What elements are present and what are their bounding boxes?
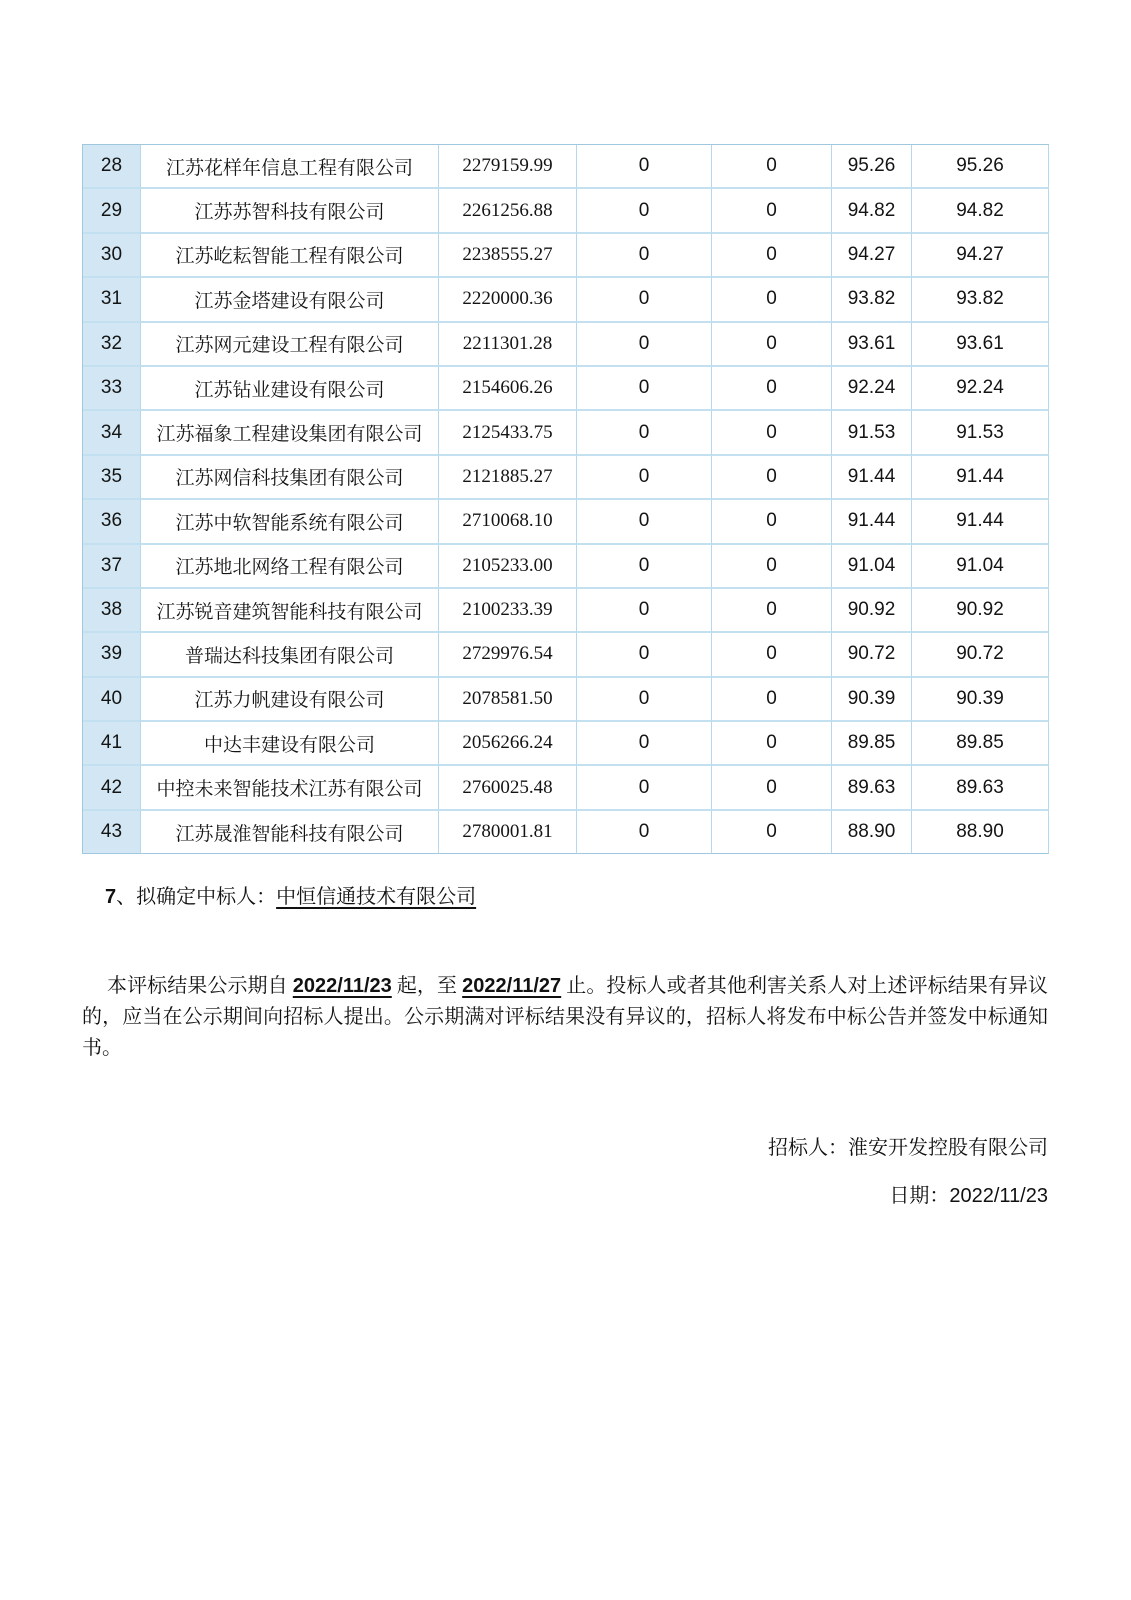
bid-amount-cell: 2211301.28 bbox=[439, 323, 577, 367]
table-row bbox=[83, 500, 1049, 544]
zero-cell-2: 0 bbox=[712, 456, 832, 500]
rank-cell: 28 bbox=[83, 145, 141, 189]
table-row bbox=[83, 766, 1049, 810]
bid-amount-cell: 2056266.24 bbox=[439, 722, 577, 766]
rank-cell: 38 bbox=[83, 589, 141, 633]
bid-amount-cell: 2238555.27 bbox=[439, 234, 577, 278]
zero-cell-1: 0 bbox=[577, 278, 712, 322]
winner-item-number: 7 bbox=[105, 886, 117, 908]
company-cell: 江苏花样年信息工程有限公司 bbox=[141, 145, 439, 189]
score-cell-1: 93.61 bbox=[832, 323, 912, 367]
zero-cell-2: 0 bbox=[712, 811, 832, 854]
zero-cell-1: 0 bbox=[577, 367, 712, 411]
winner-line bbox=[82, 883, 1071, 911]
table-row bbox=[83, 278, 1049, 322]
score-cell-2: 93.61 bbox=[912, 323, 1049, 367]
date-value: 2022/11/23 bbox=[949, 1185, 1048, 1207]
zero-cell-2: 0 bbox=[712, 633, 832, 677]
score-cell-2: 89.85 bbox=[912, 722, 1049, 766]
table-row bbox=[83, 411, 1049, 455]
score-cell-1: 91.53 bbox=[832, 411, 912, 455]
score-cell-2: 88.90 bbox=[912, 811, 1049, 854]
score-cell-2: 90.39 bbox=[912, 678, 1049, 722]
score-cell-1: 90.92 bbox=[832, 589, 912, 633]
company-cell: 江苏锐音建筑智能科技有限公司 bbox=[141, 589, 439, 633]
score-cell-2: 92.24 bbox=[912, 367, 1049, 411]
score-cell-1: 89.85 bbox=[832, 722, 912, 766]
rank-cell: 43 bbox=[83, 811, 141, 854]
winner-company-name: 中恒信通技术有限公司 bbox=[276, 886, 477, 908]
company-cell: 江苏福象工程建设集团有限公司 bbox=[141, 411, 439, 455]
score-cell-2: 91.44 bbox=[912, 456, 1049, 500]
bid-amount-cell: 2710068.10 bbox=[439, 500, 577, 544]
company-cell: 中控未来智能技术江苏有限公司 bbox=[141, 766, 439, 810]
score-cell-1: 94.27 bbox=[832, 234, 912, 278]
table-row bbox=[83, 545, 1049, 589]
bid-amount-cell: 2780001.81 bbox=[439, 811, 577, 854]
table-row bbox=[83, 722, 1049, 766]
score-cell-1: 94.82 bbox=[832, 189, 912, 233]
notice-text-part3: 止。投标人或者其他利害关系人对上述评标结果有异议的，应当在公示期间向招标人提出。公示期满对评标结果没有异议的，招标人将发布中标公告并签发中标通知书。 bbox=[82, 975, 1049, 1059]
bid-amount-cell: 2125433.75 bbox=[439, 411, 577, 455]
bid-amount-cell: 2729976.54 bbox=[439, 633, 577, 677]
zero-cell-2: 0 bbox=[712, 678, 832, 722]
publicity-start-date: 2022/11/23 bbox=[292, 975, 392, 997]
bidder-label: 招标人： bbox=[768, 1137, 848, 1159]
bid-amount-cell: 2100233.39 bbox=[439, 589, 577, 633]
table-row bbox=[83, 811, 1049, 854]
zero-cell-1: 0 bbox=[577, 766, 712, 810]
bid-amount-cell: 2078581.50 bbox=[439, 678, 577, 722]
company-cell: 江苏中软智能系统有限公司 bbox=[141, 500, 439, 544]
table-row bbox=[83, 323, 1049, 367]
zero-cell-1: 0 bbox=[577, 589, 712, 633]
company-cell: 江苏晟淮智能科技有限公司 bbox=[141, 811, 439, 854]
zero-cell-2: 0 bbox=[712, 323, 832, 367]
rank-cell: 31 bbox=[83, 278, 141, 322]
rank-cell: 41 bbox=[83, 722, 141, 766]
zero-cell-2: 0 bbox=[712, 500, 832, 544]
score-cell-2: 90.92 bbox=[912, 589, 1049, 633]
score-cell-1: 95.26 bbox=[832, 145, 912, 189]
company-cell: 江苏网元建设工程有限公司 bbox=[141, 323, 439, 367]
score-cell-2: 94.82 bbox=[912, 189, 1049, 233]
table-row bbox=[83, 589, 1049, 633]
zero-cell-1: 0 bbox=[577, 678, 712, 722]
rank-cell: 33 bbox=[83, 367, 141, 411]
table-row bbox=[83, 189, 1049, 233]
bid-evaluation-results-table bbox=[82, 144, 1049, 854]
zero-cell-2: 0 bbox=[712, 722, 832, 766]
signature-bidder-line bbox=[768, 1136, 1048, 1160]
company-cell: 江苏地北网络工程有限公司 bbox=[141, 545, 439, 589]
publicity-end-date: 2022/11/27 bbox=[462, 975, 562, 997]
bid-amount-cell: 2121885.27 bbox=[439, 456, 577, 500]
company-cell: 江苏屹耘智能工程有限公司 bbox=[141, 234, 439, 278]
score-cell-1: 88.90 bbox=[832, 811, 912, 854]
company-cell: 江苏金塔建设有限公司 bbox=[141, 278, 439, 322]
score-cell-1: 93.82 bbox=[832, 278, 912, 322]
bid-amount-cell: 2760025.48 bbox=[439, 766, 577, 810]
table-row bbox=[83, 367, 1049, 411]
table-row bbox=[83, 678, 1049, 722]
score-cell-2: 91.44 bbox=[912, 500, 1049, 544]
score-cell-2: 91.53 bbox=[912, 411, 1049, 455]
zero-cell-1: 0 bbox=[577, 189, 712, 233]
signature-date-line bbox=[889, 1184, 1048, 1208]
company-cell: 江苏钻业建设有限公司 bbox=[141, 367, 439, 411]
zero-cell-2: 0 bbox=[712, 145, 832, 189]
zero-cell-2: 0 bbox=[712, 278, 832, 322]
zero-cell-1: 0 bbox=[577, 145, 712, 189]
zero-cell-2: 0 bbox=[712, 367, 832, 411]
bid-amount-cell: 2220000.36 bbox=[439, 278, 577, 322]
score-cell-1: 91.04 bbox=[832, 545, 912, 589]
company-cell: 普瑞达科技集团有限公司 bbox=[141, 633, 439, 677]
zero-cell-2: 0 bbox=[712, 545, 832, 589]
rank-cell: 29 bbox=[83, 189, 141, 233]
bid-amount-cell: 2261256.88 bbox=[439, 189, 577, 233]
score-cell-2: 91.04 bbox=[912, 545, 1049, 589]
company-cell: 江苏力帆建设有限公司 bbox=[141, 678, 439, 722]
score-cell-2: 93.82 bbox=[912, 278, 1049, 322]
notice-text-part2: 起，至 bbox=[391, 975, 463, 997]
notice-text-part1: 本评标结果公示期自 bbox=[107, 975, 293, 997]
zero-cell-1: 0 bbox=[577, 633, 712, 677]
zero-cell-2: 0 bbox=[712, 234, 832, 278]
rank-cell: 34 bbox=[83, 411, 141, 455]
score-cell-1: 91.44 bbox=[832, 500, 912, 544]
zero-cell-2: 0 bbox=[712, 189, 832, 233]
zero-cell-1: 0 bbox=[577, 323, 712, 367]
zero-cell-2: 0 bbox=[712, 411, 832, 455]
date-label: 日期： bbox=[889, 1185, 950, 1207]
publicity-notice-paragraph bbox=[82, 971, 1048, 1064]
rank-cell: 32 bbox=[83, 323, 141, 367]
score-cell-2: 90.72 bbox=[912, 633, 1049, 677]
bid-amount-cell: 2154606.26 bbox=[439, 367, 577, 411]
rank-cell: 42 bbox=[83, 766, 141, 810]
zero-cell-2: 0 bbox=[712, 766, 832, 810]
zero-cell-2: 0 bbox=[712, 589, 832, 633]
zero-cell-1: 0 bbox=[577, 456, 712, 500]
rank-cell: 39 bbox=[83, 633, 141, 677]
company-cell: 中达丰建设有限公司 bbox=[141, 722, 439, 766]
rank-cell: 36 bbox=[83, 500, 141, 544]
zero-cell-1: 0 bbox=[577, 234, 712, 278]
score-cell-2: 94.27 bbox=[912, 234, 1049, 278]
zero-cell-1: 0 bbox=[577, 500, 712, 544]
score-cell-1: 92.24 bbox=[832, 367, 912, 411]
rank-cell: 40 bbox=[83, 678, 141, 722]
table-row bbox=[83, 633, 1049, 677]
score-cell-1: 90.72 bbox=[832, 633, 912, 677]
bidder-name: 淮安开发控股有限公司 bbox=[848, 1137, 1048, 1159]
zero-cell-1: 0 bbox=[577, 811, 712, 854]
score-cell-2: 95.26 bbox=[912, 145, 1049, 189]
zero-cell-1: 0 bbox=[577, 411, 712, 455]
table-row bbox=[83, 234, 1049, 278]
zero-cell-1: 0 bbox=[577, 722, 712, 766]
score-cell-1: 91.44 bbox=[832, 456, 912, 500]
score-cell-1: 90.39 bbox=[832, 678, 912, 722]
company-cell: 江苏苏智科技有限公司 bbox=[141, 189, 439, 233]
rank-cell: 30 bbox=[83, 234, 141, 278]
bid-amount-cell: 2279159.99 bbox=[439, 145, 577, 189]
company-cell: 江苏网信科技集团有限公司 bbox=[141, 456, 439, 500]
rank-cell: 37 bbox=[83, 545, 141, 589]
rank-cell: 35 bbox=[83, 456, 141, 500]
score-cell-1: 89.63 bbox=[832, 766, 912, 810]
table-row bbox=[83, 145, 1049, 189]
zero-cell-1: 0 bbox=[577, 545, 712, 589]
score-cell-2: 89.63 bbox=[912, 766, 1049, 810]
bid-amount-cell: 2105233.00 bbox=[439, 545, 577, 589]
winner-label: 、拟确定中标人： bbox=[116, 886, 277, 908]
table-row bbox=[83, 456, 1049, 500]
